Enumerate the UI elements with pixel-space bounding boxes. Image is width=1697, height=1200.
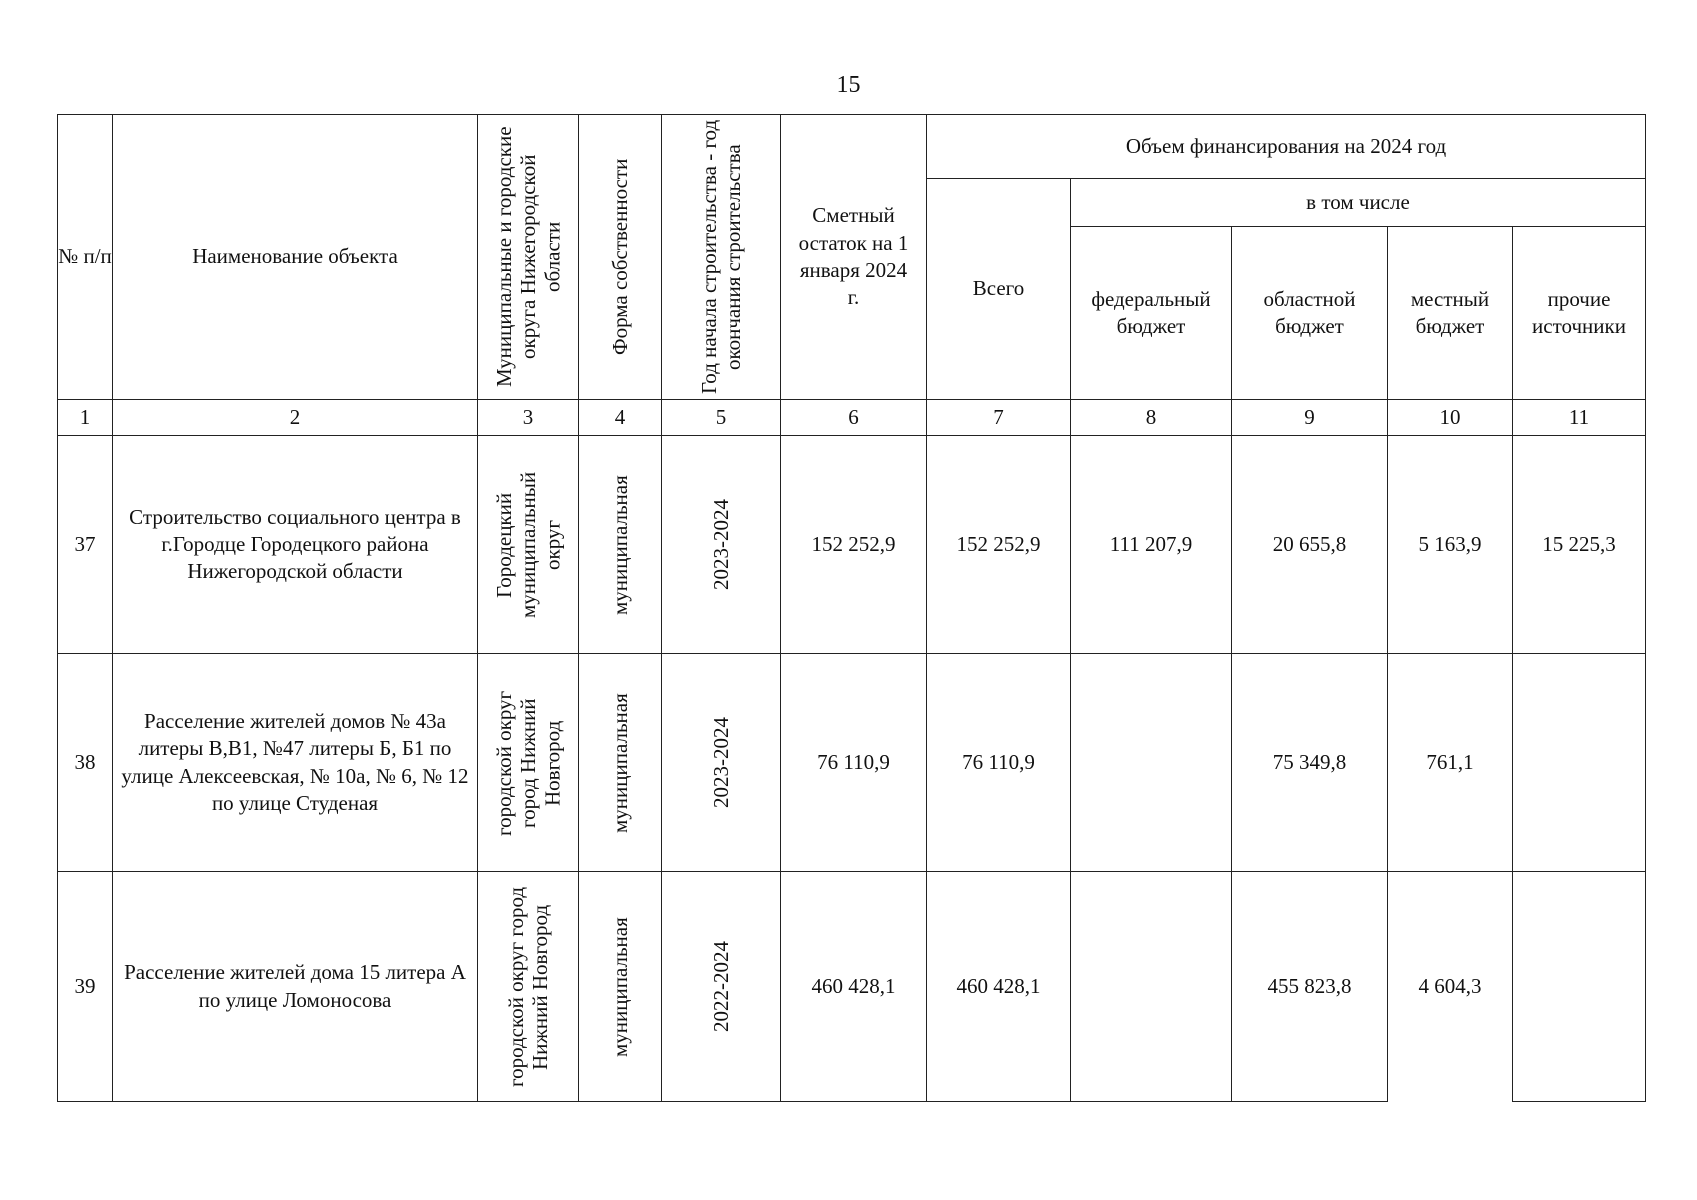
- header-local: местный бюджет: [1388, 227, 1513, 400]
- row-total: 152 252,9: [927, 436, 1071, 654]
- row-ownership-text: муниципальная: [607, 916, 632, 1057]
- header-estimate: [781, 115, 927, 400]
- row-regional: 20 655,8: [1232, 436, 1388, 654]
- row-ownership-text: муниципальная: [607, 474, 632, 615]
- header-financing: Объем финансирования на 2024 год: [927, 115, 1646, 179]
- header-other: прочие источники: [1513, 227, 1646, 400]
- financing-table: [57, 114, 1646, 1102]
- header-ownership-text: Форма собственности: [607, 158, 632, 356]
- object-name: Строительство социального центра в г.Городце Городецкого района Нижегородской области: [113, 436, 478, 654]
- column-number: 4: [579, 400, 662, 436]
- row-ownership: [579, 436, 662, 654]
- object-name: Расселение жителей домов № 43а литеры В,В1, №47 литеры Б, Б1 по улице Алексеевская, № 10а, № 6, № 12 по улице Студеная: [113, 654, 478, 872]
- header-municipal: [478, 115, 579, 400]
- row-years-text: 2023-2024: [708, 499, 733, 590]
- row-regional: 455 823,8: [1232, 872, 1388, 1102]
- row-years: [662, 654, 781, 872]
- row-other: 15 225,3: [1513, 436, 1646, 654]
- row-other: [1513, 654, 1646, 872]
- row-ownership: [579, 654, 662, 872]
- row-total: 460 428,1: [927, 872, 1071, 1102]
- table-row: [58, 654, 1646, 872]
- column-number: 10: [1388, 400, 1513, 436]
- header-municipal-text: Муниципальные и городские округа Нижегородской области: [491, 126, 565, 388]
- header-federal: федеральный бюджет: [1071, 227, 1232, 400]
- row-municipal-text: городской округ город Нижний Новгород: [491, 689, 565, 836]
- column-number: 2: [113, 400, 478, 436]
- row-ownership: [579, 872, 662, 1102]
- row-municipal-text: городской округ город Нижний Новгород: [503, 886, 552, 1087]
- column-number: 1: [58, 400, 113, 436]
- header-estimate-text: Сметный остаток на 1 января 2024 г.: [798, 203, 909, 310]
- row-regional: 75 349,8: [1232, 654, 1388, 872]
- row-local: 5 163,9: [1388, 436, 1513, 654]
- row-federal: 111 207,9: [1071, 436, 1232, 654]
- table-row: [58, 872, 1646, 1102]
- row-federal: [1071, 872, 1232, 1102]
- row-years-text: 2023-2024: [708, 717, 733, 808]
- column-number: 11: [1513, 400, 1646, 436]
- row-no: 37: [58, 436, 113, 654]
- header-name: Наименование объекта: [113, 115, 478, 400]
- table-row: [58, 436, 1646, 654]
- header-total: Всего: [927, 179, 1071, 400]
- row-municipal: [478, 654, 579, 872]
- column-number: 8: [1071, 400, 1232, 436]
- row-years: [662, 436, 781, 654]
- header-years-text: Год начала строительства - год окончания строительства: [696, 119, 745, 395]
- row-no: 38: [58, 654, 113, 872]
- header-row-1: [58, 115, 1646, 179]
- row-years-text: 2022-2024: [708, 941, 733, 1032]
- row-municipal: [478, 436, 579, 654]
- row-no: 39: [58, 872, 113, 1102]
- row-estimate: 460 428,1: [781, 872, 927, 1102]
- object-name: Расселение жителей дома 15 литера А по улице Ломоносова: [113, 872, 478, 1102]
- row-local: 4 604,3: [1388, 872, 1513, 1102]
- row-estimate: 152 252,9: [781, 436, 927, 654]
- row-municipal: [478, 872, 579, 1102]
- column-number: 5: [662, 400, 781, 436]
- row-federal: [1071, 654, 1232, 872]
- row-years: [662, 872, 781, 1102]
- column-number: 7: [927, 400, 1071, 436]
- header-regional: областной бюджет: [1232, 227, 1388, 400]
- header-years: [662, 115, 781, 400]
- header-no: № п/п: [58, 115, 113, 400]
- row-municipal-text: Городецкий муниципальный округ: [491, 471, 565, 618]
- column-number: 9: [1232, 400, 1388, 436]
- row-other: [1513, 872, 1646, 1102]
- column-number: 6: [781, 400, 927, 436]
- row-estimate: 76 110,9: [781, 654, 927, 872]
- row-total: 76 110,9: [927, 654, 1071, 872]
- page-number: 15: [836, 72, 861, 98]
- column-number-row: [58, 400, 1646, 436]
- row-ownership-text: муниципальная: [607, 692, 632, 833]
- column-number: 3: [478, 400, 579, 436]
- header-ownership: [579, 115, 662, 400]
- row-local: 761,1: [1388, 654, 1513, 872]
- header-including: в том числе: [1071, 179, 1646, 227]
